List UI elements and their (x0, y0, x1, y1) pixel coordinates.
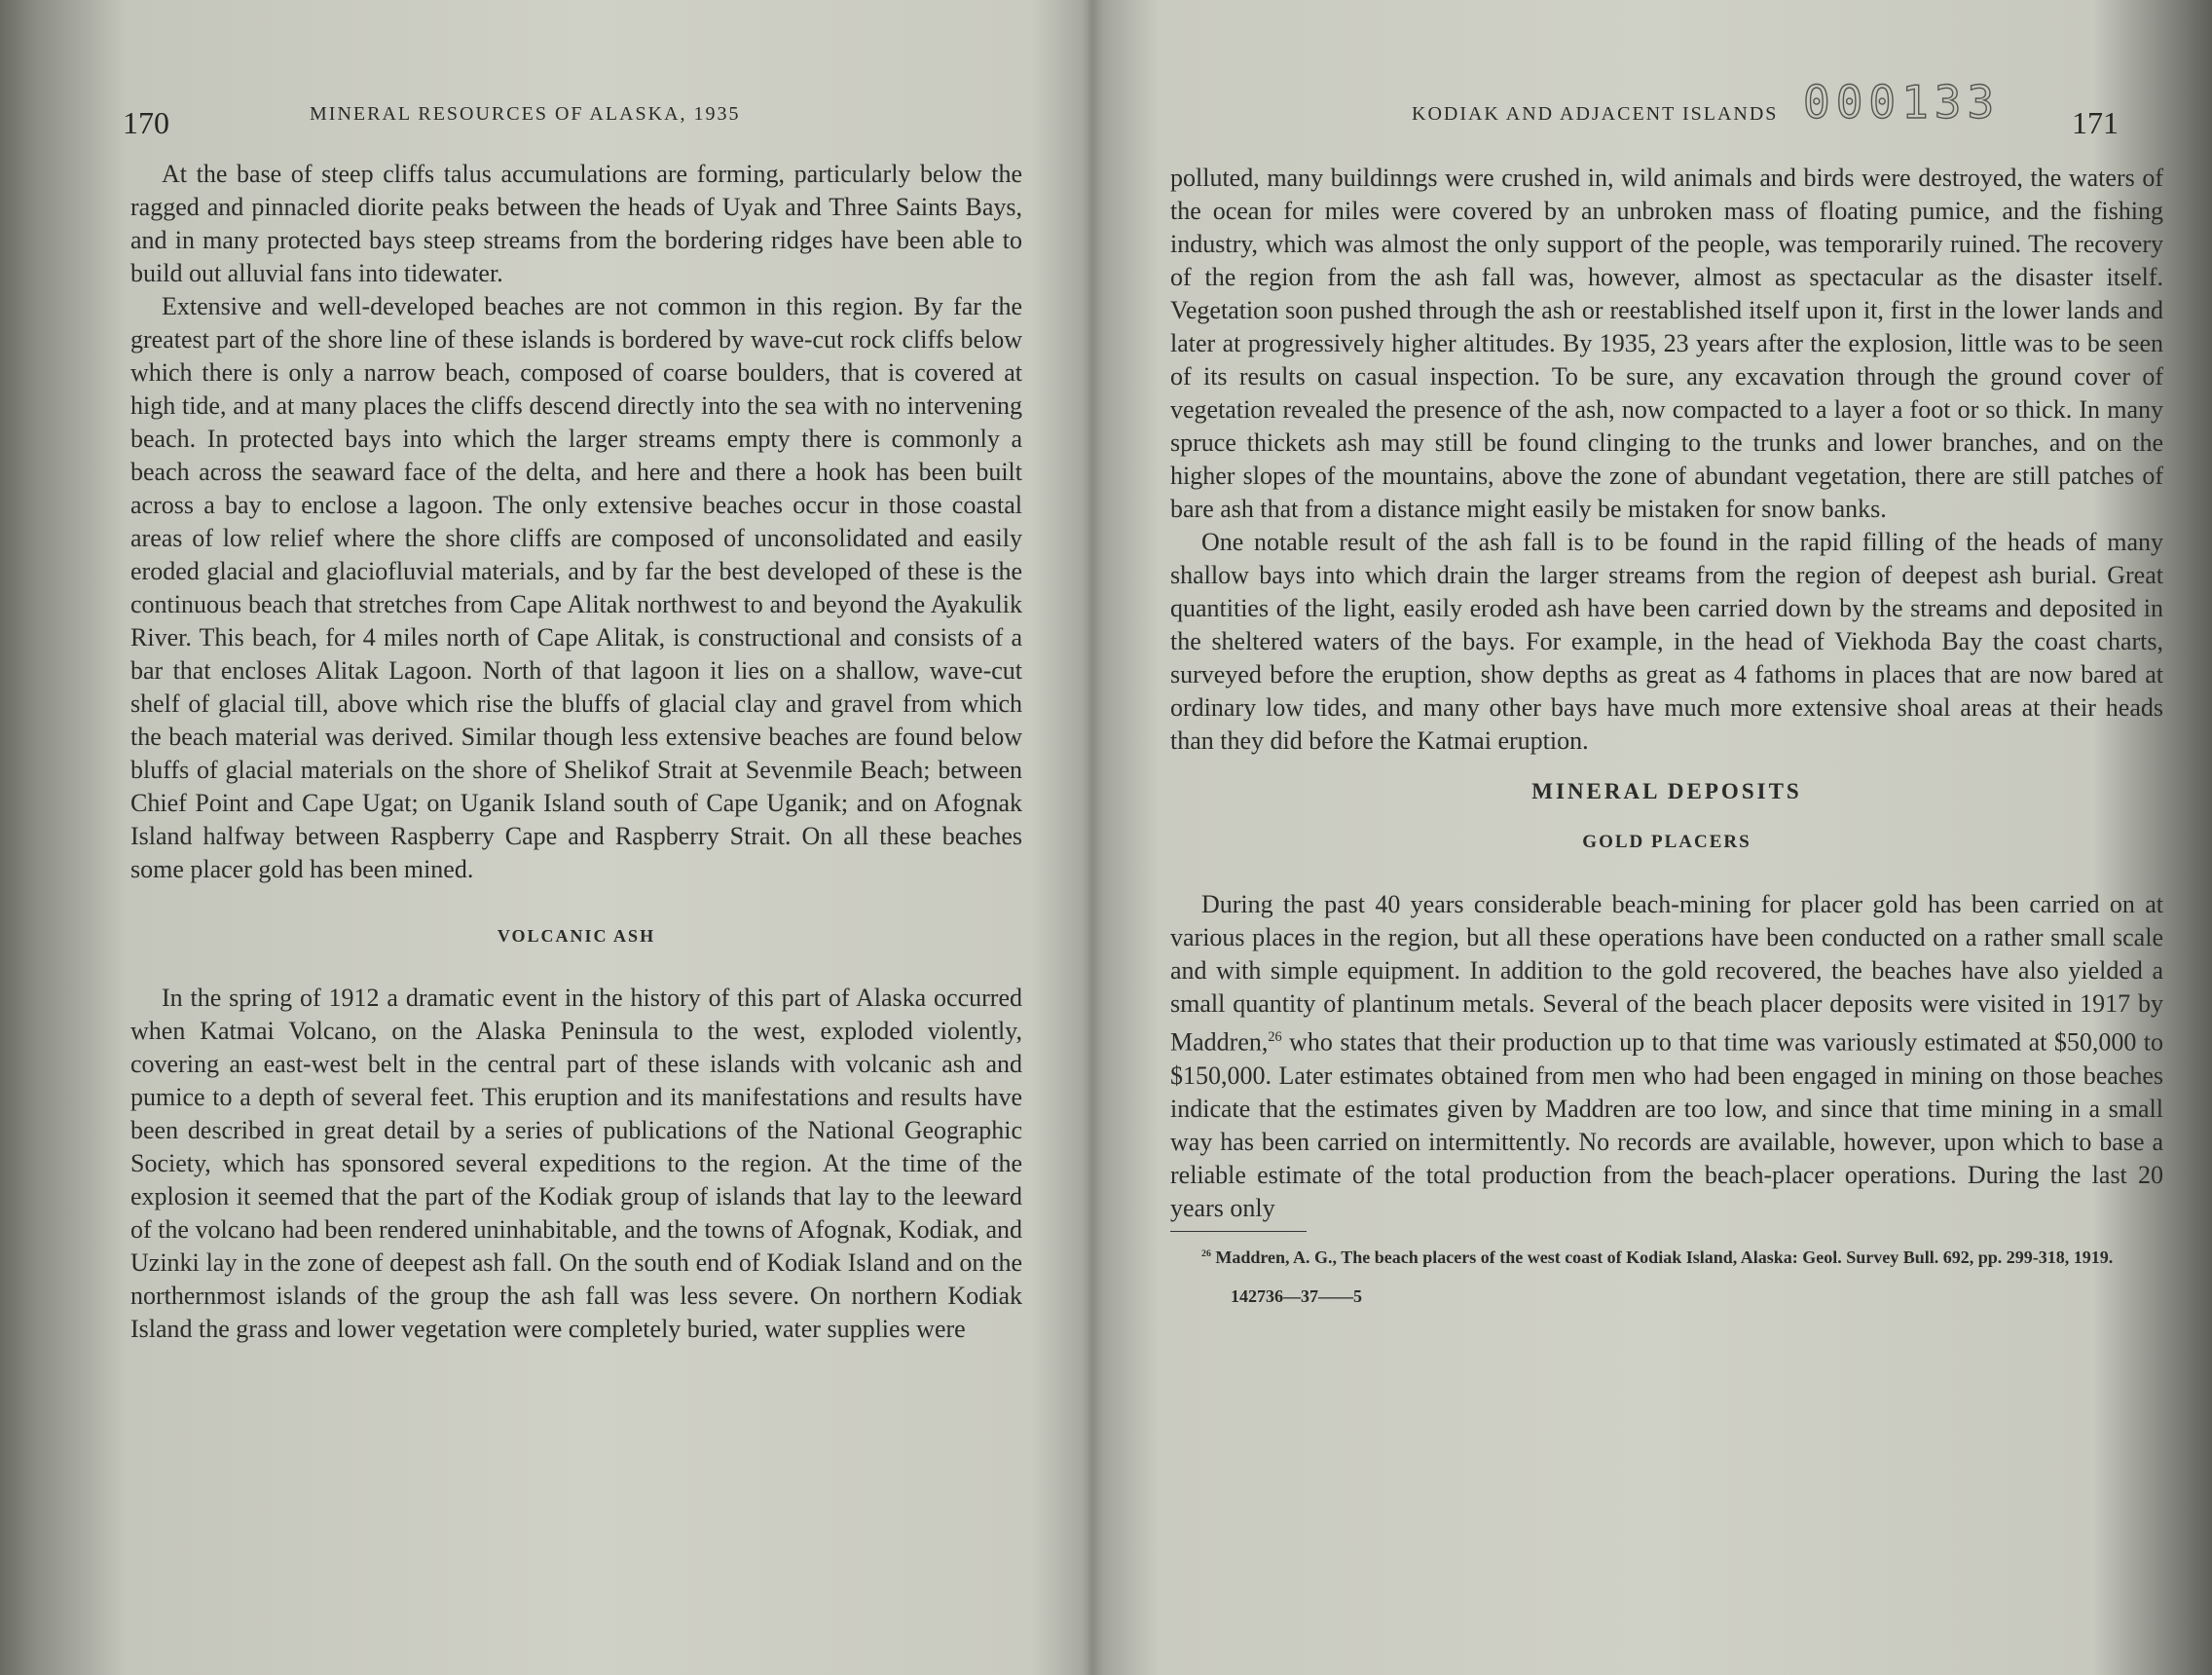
footnote-ref-26: 26 (1268, 1029, 1282, 1045)
section-heading-gold-placers: GOLD PLACERS (1582, 832, 1751, 852)
footnote-text: Maddren, A. G., The beach placers of the west coast of Kodiak Island, Alaska: Geol. Survey Bull. 692, pp. 299-318, 1919. (1210, 1247, 2114, 1267)
footnote (1170, 1244, 2163, 1268)
paragraph-beaches: Extensive and well-developed beaches are not common in this region. By far the greatest part of the shore line of these islands is bordered by wave-cut rock cliffs below which there is only a narrow beach, composed of coarse boulders, that is covered at high tide, and at many places the cliffs descend directly into the sea with no intervening beach. In protected bays into which the larger streams empty there is commonly a beach across the seaward face of the delta, and here and there a hook has been built across a bay to enclose a lagoon. The only extensive beaches occur in those coastal areas of low relief where the shore cliffs are composed of unconsolidated and easily eroded glacial and glaciofluvial materials, and by far the best developed of these is the continuous beach that stretches from Cape Alitak northwest to and beyond the Ayakulik River. This beach, for 4 miles north of Cape Alitak, is constructional and consists of a bar that encloses Alitak Lagoon. North of that lagoon it lies on a shallow, wave-cut shelf of glacial till, above which rise the bluffs of glacial clay and gravel from which the beach material was derived. Similar though less extensive beaches are found below bluffs of glacial materials on the shore of Shelikof Strait at Sevenmile Beach; between Chief Point and Cape Ugat; on Uganik Island south of Cape Uganik; and on Afognak Island halfway between Raspberry Cape and Raspberry Strait. On all these beaches some placer gold has been mined. (130, 292, 1022, 883)
right-body-text (1170, 162, 2163, 1313)
print-code: 142736—37——5 (1231, 1285, 1362, 1306)
left-body-text (130, 158, 1022, 1346)
paragraph-recovery: polluted, many buildinngs were crushed in, wild animals and birds were destroyed, the waters of the ocean for miles were covered by an unbroken mass of floating pumice, and the fishing industry, which was almost the only support of the people, was temporarily ruined. The recovery of the region from the ash fall was, however, almost as spectacular as the disaster itself. Vegetation soon pushed through the ash or reestablished itself upon it, first in the lower lands and later at progressively higher altitudes. By 1935, 23 years after the explosion, little was to be seen of its results on casual inspection. To be sure, any excavation through the ground cover of vegetation revealed the presence of the ash, now compacted to a layer a foot or so thick. In many spruce thickets ash may still be found clinging to the trunks and lower branches, and on the higher slopes of the mountains, above the zone of abundant vegetation, there are still patches of bare ash that from a distance might easily be mistaken for snow banks. (1170, 164, 2163, 523)
paragraph-gold-placers (1170, 888, 2163, 1225)
gold-text-before-ref: During the past 40 years considerable beach-mining for placer gold has been carried on at various places in the region, but all these operations have been conducted on a rather small scale and with simple equipment. In addition to the gold recovered, the beaches have also yielded a small quantity of plantinum metals. Several of the beach placer deposits were visited in 1917 by Maddren, (1170, 890, 2163, 1057)
footnote-rule (1170, 1231, 1307, 1232)
right-running-head: KODIAK AND ADJACENT ISLANDS (1412, 103, 1779, 125)
left-page (0, 0, 1083, 1675)
section-heading-mineral-deposits: MINERAL DEPOSITS (1531, 779, 1802, 803)
section-heading-volcanic-ash: VOLCANIC ASH (497, 926, 656, 946)
left-running-head: MINERAL RESOURCES OF ALASKA, 1935 (310, 103, 741, 125)
footnote-marker: 26 (1201, 1247, 1211, 1259)
paragraph-talus: At the base of steep cliffs talus accumulations are forming, particularly below the ragged and pinnacled diorite peaks between the heads of Uyak and Three Saints Bays, and in many protected bays steep streams from the bordering ridges have been able to build out alluvial fans into tidewater. (130, 160, 1022, 287)
right-page-number: 171 (2072, 105, 2119, 140)
archive-stamp-number: 000133 (1803, 76, 2001, 129)
paragraph-ash-filling: One notable result of the ash fall is to be found in the rapid filling of the heads of many shallow bays into which drain the larger streams from the region of deepest ash burial. Great quantities of the light, easily eroded ash have been carried down by the streams and deposited in the sheltered waters of the bays. For example, in the head of Viekhoda Bay the coast charts, surveyed before the eruption, show depths as great as 4 fathoms in places that are now bared at ordinary low tides, and many other bays have much more extensive shoal areas at their heads than they did before the Katmai eruption. (1170, 528, 2163, 755)
right-page (1094, 0, 2212, 1675)
paragraph-katmai: In the spring of 1912 a dramatic event in the history of this part of Alaska occurred when Katmai Volcano, on the Alaska Peninsula to the west, exploded violently, covering an east-west belt in the central part of these islands with volcanic ash and pumice to a depth of several feet. This eruption and its manifestations and results have been described in great detail by a series of publications of the National Geographic Society, which has sponsored several expeditions to the region. At the time of the explosion it seemed that the part of the Kodiak group of islands that lay to the leeward of the volcano had been rendered uninhabitable, and the towns of Afognak, Kodiak, and Uzinki lay in the zone of deepest ash fall. On the south end of Kodiak Island and on the northernmost islands of the group the ash fall was less severe. On northern Kodiak Island the grass and lower vegetation were completely buried, water supplies were (130, 984, 1022, 1343)
left-page-number: 170 (123, 105, 169, 140)
gold-text-after-ref: who states that their production up to that time was variously estimated at $50,000 to $150,000. Later estimates obtained from men who had been engaged in mining on those beaches indicate that the estimates given by Maddren are too low, and since that time mining in a small way has been carried on intermittently. No records are available, however, upon which to base a reliable estimate of the total production from the beach-placer operations. During the last 20 years only (1170, 1027, 2163, 1222)
